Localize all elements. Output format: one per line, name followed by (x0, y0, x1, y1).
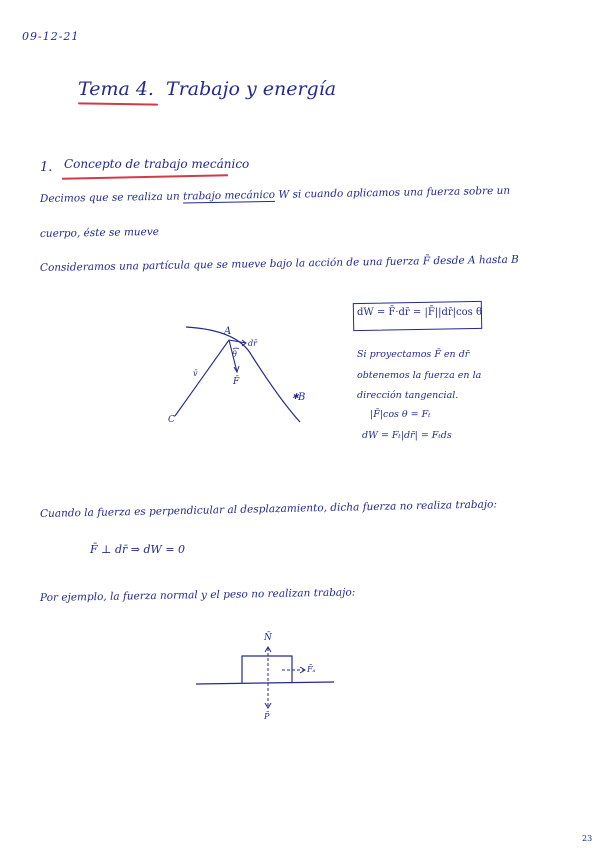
paragraph-3: Cuando la fuerza es perpendicular al desplazamiento, dicha fuerza no realiza trabajo: (39, 498, 498, 520)
title-number: Tema 4. (78, 78, 154, 100)
section-number: 1. (40, 160, 53, 175)
title-text: Trabajo y energía (166, 78, 337, 100)
note-line: |F̄|cos θ = Fₜ (370, 409, 431, 420)
force-label: F̄ (233, 377, 240, 387)
paragraph-4: Por ejemplo, la fuerza normal y el peso no realizan trabajo: (39, 586, 356, 604)
key-term: trabajo mecánico (182, 188, 276, 203)
date: 09-12-21 (22, 30, 80, 43)
velocity-label: v̄ (193, 369, 198, 378)
ground-line (196, 682, 334, 684)
note-line: dirección tangencial. (357, 390, 459, 401)
paragraph-1-text-end: W si cuando aplicamos una fuerza sobre un (274, 184, 511, 201)
work-formula: dW = F̄·dr̄ = |F̄||dr̄|cos θ (357, 307, 482, 318)
note-line: obtenemos la fuerza en la (357, 370, 482, 381)
section-title: Concepto de trabajo mecánico (64, 157, 250, 171)
paragraph-2: Consideramos una partícula que se mueve bajo la acción de una fuerza F̄ desde A hasta B (39, 253, 519, 274)
page-number: 23 (582, 834, 593, 843)
point-b-mark: ✱ (292, 392, 299, 401)
theta-label: θ (232, 350, 237, 359)
note-line: dW = Fₜ|dr̄| = Fₜds (362, 430, 452, 441)
weight-label: P̄ (264, 712, 270, 721)
dr-label: dr̄ (248, 339, 257, 348)
paragraph-1-text: Decimos que se realiza un (39, 190, 184, 205)
paragraph-1-line-2: cuerpo, éste se mueve (39, 225, 160, 240)
point-b-label: B (298, 392, 306, 403)
normal-force-label: N̄ (264, 633, 272, 643)
origin-label: C (168, 415, 175, 425)
point-a-label: A (224, 326, 232, 337)
note-line: Si proyectamos F̄ en dr̄ (357, 349, 470, 360)
applied-force-label: F̄ₐ (307, 665, 316, 674)
perpendicular-condition: F̄ ⊥ dr̄ ⇒ dW = 0 (90, 543, 186, 556)
